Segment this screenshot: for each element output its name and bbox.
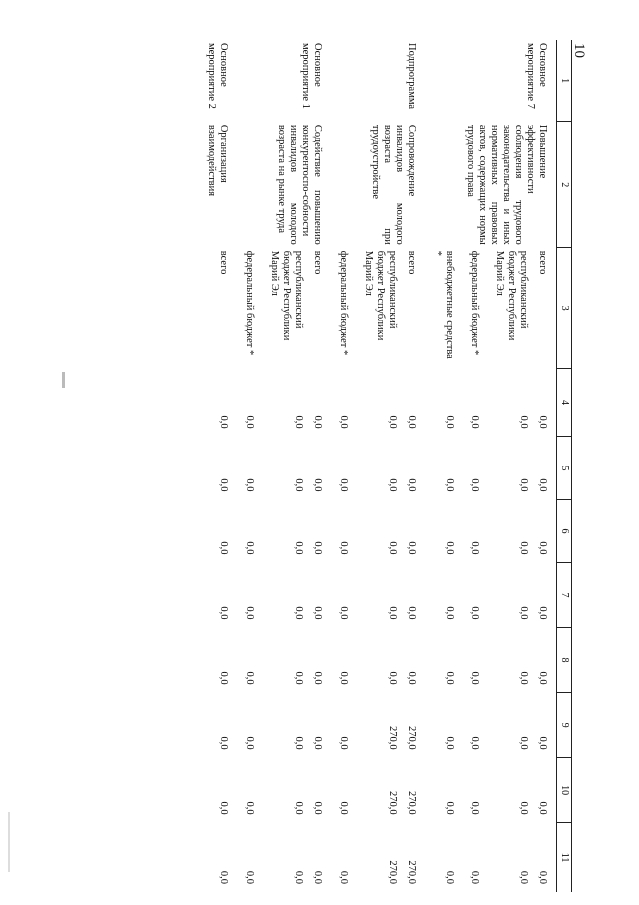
value-cell: 0,0 [444, 801, 455, 815]
value-cell: 0,0 [537, 478, 548, 492]
value-cell: 0,0 [406, 671, 417, 685]
value-cell: 270,0 [406, 860, 417, 884]
value-cell: 0,0 [218, 736, 229, 750]
financing-table [205, 40, 572, 892]
table-body [205, 40, 557, 892]
value-cell: 0,0 [244, 415, 255, 429]
value-cell: 0,0 [469, 671, 480, 685]
column-number-row [557, 40, 572, 892]
table-row [405, 40, 425, 892]
value-cell: 0,0 [338, 478, 349, 492]
value-cell: 0,0 [518, 541, 529, 555]
value-cell: 0,0 [312, 478, 323, 492]
value-cell: 0,0 [244, 606, 255, 620]
value-cell: 270,0 [406, 791, 417, 815]
value-cell: 0,0 [387, 478, 398, 492]
column-header: 10 [557, 758, 572, 823]
value-cell: 0,0 [537, 606, 548, 620]
value-cell: 0,0 [244, 870, 255, 884]
value-cell: 0,0 [293, 606, 304, 620]
item-description: Повышение эффективности соблюдения трудового законодательства и иных нормативных правовых актов, содержащих нормы трудового права [465, 124, 548, 245]
funding-source: всего [406, 250, 417, 275]
item-description: Содействие повышению конкурентоспо-собности инвалидов молодого возраста на рынке труда [276, 124, 323, 245]
value-cell: 0,0 [469, 478, 480, 492]
funding-source: республиканский бюджет Республики Марий Эл [269, 250, 304, 341]
value-cell: 0,0 [312, 736, 323, 750]
value-cell: 0,0 [218, 478, 229, 492]
value-cell: 0,0 [312, 671, 323, 685]
scan-edge-shadow [8, 812, 10, 872]
value-cell: 0,0 [244, 478, 255, 492]
value-cell: 0,0 [312, 541, 323, 555]
value-cell: 0,0 [293, 541, 304, 555]
value-cell: 0,0 [338, 736, 349, 750]
value-cell: 0,0 [537, 415, 548, 429]
item-description: Организация взаимодействия [206, 124, 229, 197]
value-cell: 0,0 [444, 478, 455, 492]
value-cell: 0,0 [338, 870, 349, 884]
column-header: 4 [557, 368, 572, 436]
value-cell: 0,0 [469, 541, 480, 555]
value-cell: 0,0 [293, 870, 304, 884]
value-cell: 0,0 [312, 606, 323, 620]
value-cell: 0,0 [518, 671, 529, 685]
value-cell: 0,0 [537, 541, 548, 555]
value-cell: 0,0 [444, 671, 455, 685]
item-description: Сопровождение инвалидов молодого возраста при трудоустройстве [370, 124, 417, 245]
page-number: 10 [571, 43, 587, 58]
column-header: 3 [557, 248, 572, 369]
value-cell: 0,0 [218, 671, 229, 685]
funding-source: федеральный бюджет * [244, 250, 255, 356]
item-type: Подпрограмма [406, 43, 417, 110]
funding-source: внебюджетные средства * [432, 250, 455, 359]
value-cell: 0,0 [338, 415, 349, 429]
value-cell: 0,0 [293, 736, 304, 750]
column-header: 6 [557, 500, 572, 563]
value-cell: 270,0 [387, 860, 398, 884]
table-row [311, 40, 331, 892]
value-cell: 0,0 [293, 415, 304, 429]
value-cell: 0,0 [387, 606, 398, 620]
value-cell: 0,0 [518, 870, 529, 884]
item-type: Основное мероприятие 7 [525, 43, 548, 109]
column-header: 5 [557, 437, 572, 500]
value-cell: 0,0 [518, 801, 529, 815]
funding-source: федеральный бюджет * [469, 250, 480, 356]
value-cell: 0,0 [218, 606, 229, 620]
value-cell: 0,0 [537, 736, 548, 750]
column-header: 2 [557, 122, 572, 248]
value-cell: 270,0 [406, 726, 417, 750]
table-row [536, 40, 557, 892]
value-cell: 0,0 [312, 415, 323, 429]
item-type: Основное мероприятие 1 [300, 43, 323, 109]
value-cell: 0,0 [244, 736, 255, 750]
value-cell: 0,0 [218, 415, 229, 429]
value-cell: 0,0 [387, 541, 398, 555]
value-cell: 0,0 [469, 606, 480, 620]
value-cell: 0,0 [406, 415, 417, 429]
value-cell: 0,0 [338, 671, 349, 685]
value-cell: 270,0 [387, 791, 398, 815]
value-cell: 0,0 [312, 870, 323, 884]
value-cell: 0,0 [338, 606, 349, 620]
funding-source: республиканский бюджет Республики Марий Эл [363, 250, 398, 341]
value-cell: 0,0 [518, 415, 529, 429]
value-cell: 0,0 [406, 606, 417, 620]
value-cell: 0,0 [293, 671, 304, 685]
value-cell: 0,0 [518, 736, 529, 750]
value-cell: 0,0 [312, 801, 323, 815]
value-cell: 0,0 [293, 801, 304, 815]
value-cell: 270,0 [387, 726, 398, 750]
value-cell: 0,0 [218, 801, 229, 815]
value-cell: 0,0 [537, 870, 548, 884]
value-cell: 0,0 [469, 870, 480, 884]
funding-source: всего [537, 250, 548, 275]
table-row [205, 40, 237, 892]
column-header: 11 [557, 823, 572, 892]
value-cell: 0,0 [518, 478, 529, 492]
value-cell: 0,0 [218, 541, 229, 555]
rotated-table-container [52, 40, 572, 892]
value-cell: 0,0 [444, 870, 455, 884]
column-header: 7 [557, 562, 572, 627]
value-cell: 0,0 [444, 415, 455, 429]
funding-source: всего [218, 250, 229, 275]
value-cell: 0,0 [537, 801, 548, 815]
value-cell: 0,0 [293, 478, 304, 492]
value-cell: 0,0 [244, 671, 255, 685]
value-cell: 0,0 [244, 541, 255, 555]
value-cell: 0,0 [537, 671, 548, 685]
value-cell: 0,0 [218, 870, 229, 884]
column-header: 1 [557, 40, 572, 122]
funding-source: федеральный бюджет * [338, 250, 349, 356]
value-cell: 0,0 [387, 415, 398, 429]
value-cell: 0,0 [469, 801, 480, 815]
item-type: Основное мероприятие 2 [206, 43, 229, 109]
value-cell: 0,0 [444, 736, 455, 750]
value-cell: 0,0 [244, 801, 255, 815]
value-cell: 0,0 [518, 606, 529, 620]
value-cell: 0,0 [444, 606, 455, 620]
column-header: 8 [557, 628, 572, 693]
value-cell: 0,0 [406, 541, 417, 555]
funding-source: республиканский бюджет Республики Марий Эл [494, 250, 529, 341]
column-header: 9 [557, 693, 572, 758]
value-cell: 0,0 [338, 541, 349, 555]
value-cell: 0,0 [444, 541, 455, 555]
value-cell: 0,0 [469, 736, 480, 750]
funding-source: всего [312, 250, 323, 275]
value-cell: 0,0 [387, 671, 398, 685]
value-cell: 0,0 [469, 415, 480, 429]
value-cell: 0,0 [338, 801, 349, 815]
value-cell: 0,0 [406, 478, 417, 492]
